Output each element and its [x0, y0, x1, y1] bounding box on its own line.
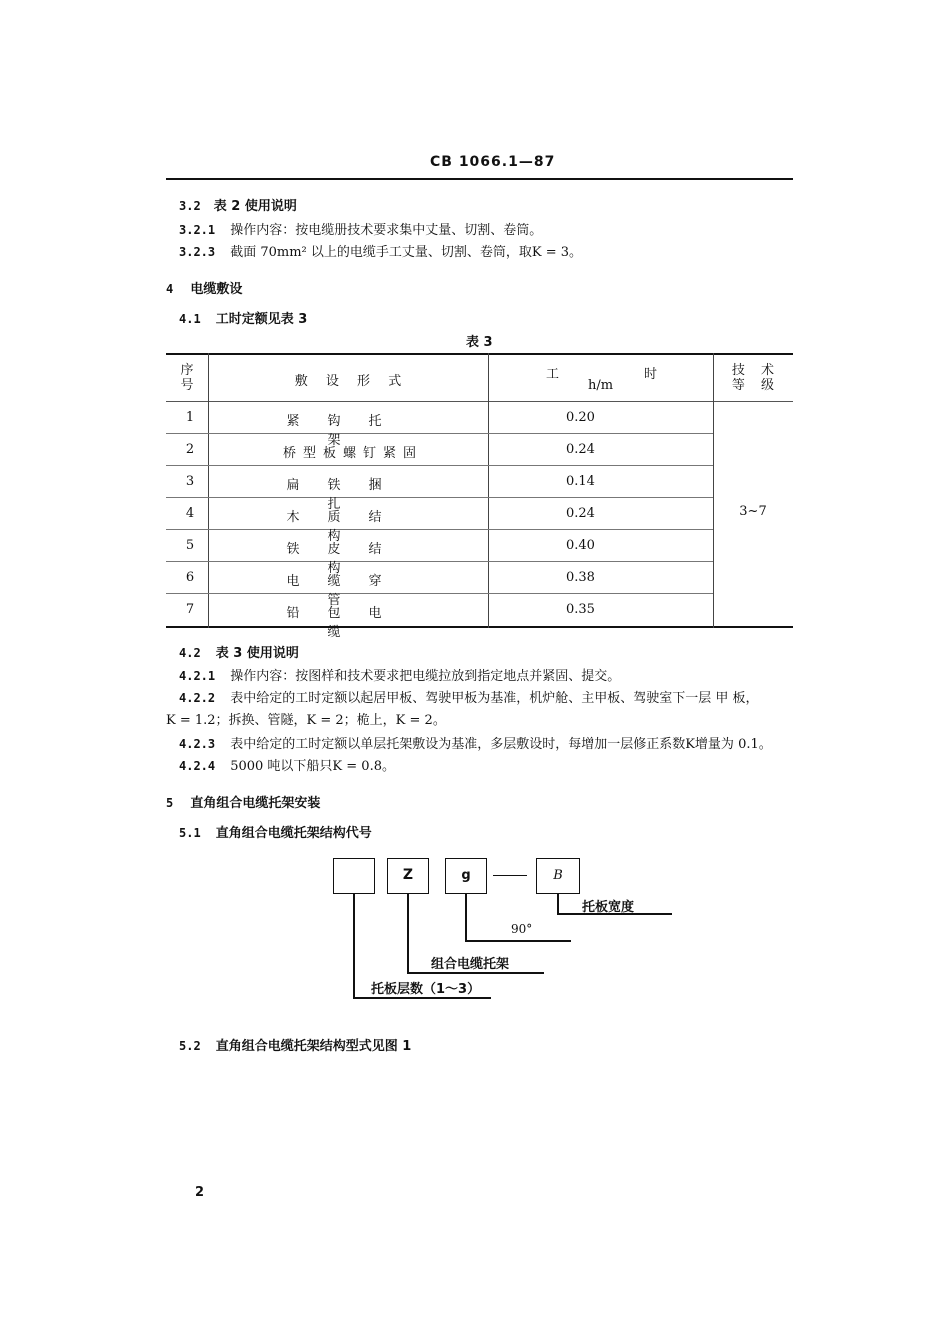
header-seq-line2: 号: [180, 378, 194, 393]
section-5-2-heading: [179, 1035, 411, 1054]
row-1-hours: 0.20: [566, 410, 595, 425]
table-vline: [713, 353, 714, 628]
row-5-method: 铁皮结构: [286, 542, 410, 576]
item-number: 4.2.3: [179, 737, 216, 751]
header-grade-line2: 等 级: [731, 378, 775, 393]
item-text: 截面 70mm² 以上的电缆手工丈量、切割、卷筒，取K = 3。: [230, 245, 583, 260]
header-seq: [166, 363, 208, 393]
table-vline: [208, 353, 209, 628]
table-top-rule: [166, 353, 793, 355]
item-text: 表中给定的工时定额以单层托架敷设为基准，多层敷设时，每增加一层修正系数K增量为 0.1。: [230, 737, 772, 752]
table-vline: [488, 353, 489, 628]
section-number: 4.2: [179, 646, 201, 660]
header-grade-line1: 技 术: [731, 363, 775, 378]
table-caption: 表 3: [466, 335, 493, 350]
code-box-z: Z: [387, 858, 429, 894]
row-5-no: 5: [185, 538, 195, 553]
table-bottom-rule: [166, 626, 793, 628]
row-4-method: 木质结构: [286, 510, 410, 544]
section-3-2-heading: [179, 195, 297, 214]
section-number: 5: [166, 796, 174, 810]
leader-angle-h: [465, 940, 571, 942]
leader-combo-v: [407, 894, 409, 973]
row-rule: [166, 433, 713, 434]
item-4-2-1: [179, 665, 620, 684]
section-number: 4: [166, 282, 174, 296]
item-text: 5000 吨以下船只K = 0.8。: [230, 759, 395, 774]
header-grade: [713, 363, 793, 393]
row-rule: [166, 561, 713, 562]
section-4-heading: [166, 278, 242, 297]
item-4-2-4: [179, 755, 395, 774]
row-1-no: 1: [185, 410, 195, 425]
leader-angle-v: [465, 894, 467, 941]
leader-combo-h: [407, 972, 544, 974]
section-title: 直角组合电缆托架结构代号: [215, 826, 372, 841]
section-4-1-heading: [179, 308, 307, 327]
section-title: 表 3 使用说明: [215, 646, 299, 661]
header-hours-a: 工: [546, 367, 560, 382]
section-4-2-heading: [179, 642, 299, 661]
row-7-no: 7: [185, 602, 195, 617]
row-6-method: 电缆穿管: [286, 574, 410, 608]
header-rule: [166, 178, 793, 180]
row-2-no: 2: [185, 442, 195, 457]
row-7-method: 铅包电缆: [286, 606, 410, 640]
standard-code: CB 1066.1—87: [430, 154, 556, 170]
code-box-layers: [333, 858, 375, 894]
row-1-method: 紧钩托架: [286, 414, 410, 448]
row-rule: [166, 529, 713, 530]
row-4-hours: 0.24: [566, 506, 595, 521]
item-text: 操作内容：按电缆册技术要求集中丈量、切割、卷筒。: [230, 223, 543, 238]
code-structure-diagram: [320, 852, 690, 1012]
section-number: 4.1: [179, 312, 201, 326]
row-5-hours: 0.40: [566, 538, 595, 553]
leader-width-v: [557, 894, 559, 914]
section-number: 5.2: [179, 1039, 201, 1053]
section-number: 5.1: [179, 826, 201, 840]
item-text: 表中给定的工时定额以起居甲板、驾驶甲板为基准，机炉舱、主甲板、驾驶室下一层 甲 板，: [230, 691, 759, 706]
label-angle: 90°: [511, 922, 533, 936]
row-6-no: 6: [185, 570, 195, 585]
item-number: 4.2.4: [179, 759, 216, 773]
item-3-2-1: [179, 219, 542, 238]
item-number: 3.2.1: [179, 223, 216, 237]
label-tray-width: 托板宽度: [582, 900, 635, 915]
item-number: 3.2.3: [179, 245, 216, 259]
header-seq-line1: 序: [180, 363, 194, 378]
row-2-hours: 0.24: [566, 442, 595, 457]
page-number: 2: [195, 1185, 205, 1200]
grade-value: 3~7: [739, 504, 767, 519]
section-number: 3.2: [179, 199, 201, 213]
item-4-2-2: [179, 687, 758, 706]
connector-dash: [493, 875, 527, 876]
item-4-2-2-continuation: K = 1.2；拆换、管隧，K = 2；桅上，K = 2。: [166, 713, 446, 728]
item-3-2-3: [179, 241, 582, 260]
header-hours-unit: h/m: [587, 378, 614, 393]
section-title: 电缆敷设: [190, 282, 243, 297]
code-box-b: B: [536, 858, 580, 894]
label-tray-layers: 托板层数（1～3）: [371, 982, 481, 997]
row-7-hours: 0.35: [566, 602, 595, 617]
leader-layers-v: [353, 894, 355, 998]
row-3-no: 3: [185, 474, 195, 489]
row-rule: [166, 465, 713, 466]
header-method: 敷 设 形 式: [294, 374, 402, 389]
section-title: 工时定额见表 3: [215, 312, 308, 327]
table-header-rule: [166, 401, 793, 402]
item-number: 4.2.2: [179, 691, 216, 705]
code-box-g: g: [445, 858, 487, 894]
row-6-hours: 0.38: [566, 570, 595, 585]
label-combined-tray: 组合电缆托架: [431, 957, 510, 972]
section-5-1-heading: [179, 822, 372, 841]
item-4-2-3: [179, 733, 772, 752]
header-hours-b: 时: [644, 367, 658, 382]
row-rule: [166, 497, 713, 498]
item-number: 4.2.1: [179, 669, 216, 683]
leader-layers-h: [353, 997, 491, 999]
row-4-no: 4: [185, 506, 195, 521]
section-title: 直角组合电缆托架安装: [190, 796, 321, 811]
table-3: [166, 353, 793, 640]
row-3-hours: 0.14: [566, 474, 595, 489]
row-2-method: 桥型板螺钉紧固: [282, 446, 423, 461]
row-rule: [166, 593, 713, 594]
section-title: 直角组合电缆托架结构型式见图 1: [215, 1039, 412, 1054]
row-3-method: 扁铁捆扎: [286, 478, 410, 512]
section-5-heading: [166, 792, 320, 811]
section-title: 表 2 使用说明: [213, 199, 297, 214]
item-text: 操作内容：按图样和技术要求把电缆拉放到指定地点并紧固、提交。: [230, 669, 621, 684]
